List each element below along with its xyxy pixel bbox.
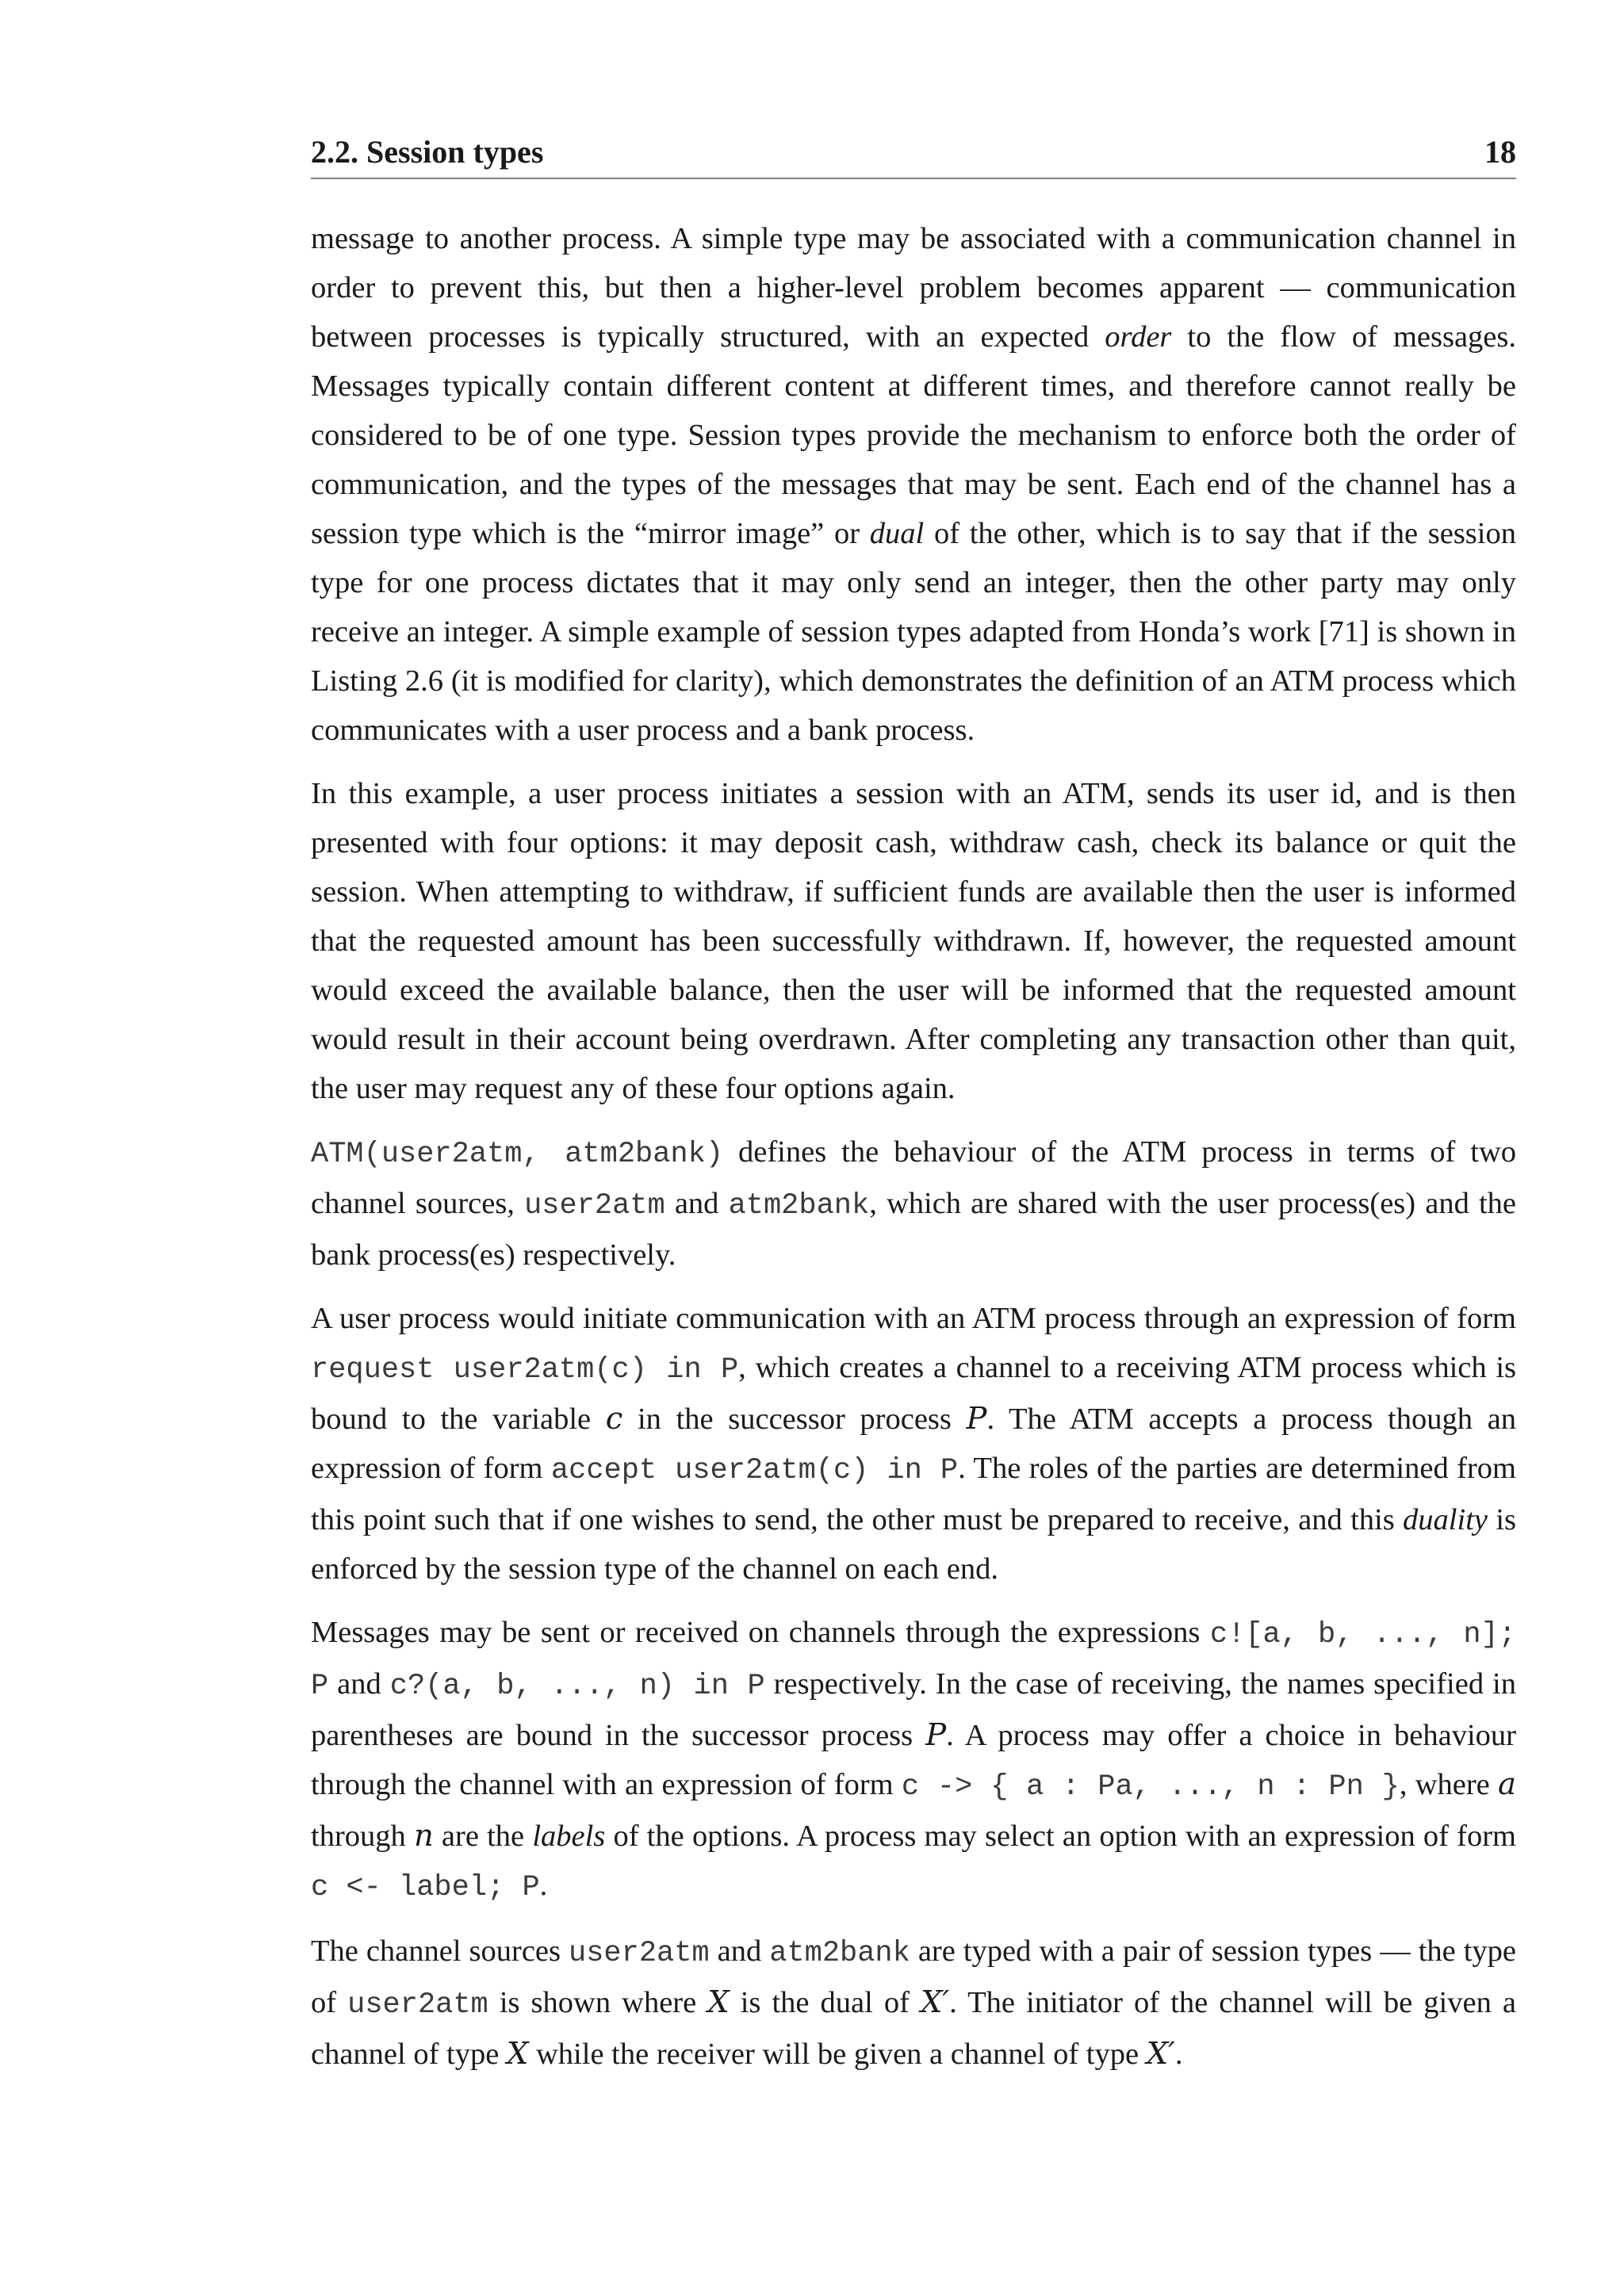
text-run: , which are shared with the user process(es) and the bank process(es) respectively. <box>311 1187 1516 1272</box>
paragraph-5 <box>311 1608 1516 1912</box>
text-run: through <box>311 1820 414 1853</box>
page-number: 18 <box>1484 134 1516 170</box>
text-run: . <box>539 1869 548 1902</box>
emphasis: dual <box>869 517 925 550</box>
inline-code: c <- label; P <box>311 1871 540 1904</box>
text-run: in the successor process <box>622 1402 967 1436</box>
math-variable: P <box>925 1717 947 1753</box>
text-run: and <box>328 1667 390 1701</box>
text-run: . The initiator of the channel will be given a channel of type <box>311 1986 1516 2071</box>
inline-code: accept user2atm(c) in P <box>550 1454 959 1487</box>
text-run: is enforced by the session type of the channel on each end. <box>311 1503 1516 1586</box>
text-run: defines the behaviour of the ATM process in terms of two channel sources, <box>311 1135 1517 1220</box>
document-page <box>311 133 1516 2093</box>
inline-code: c![a, b, ..., n]; P <box>311 1618 1516 1703</box>
math-variable: X′ <box>921 1984 950 2020</box>
inline-code: user2atm <box>524 1189 665 1223</box>
text-run: . A process may offer a choice in behaviour through the channel with an expression of form <box>311 1719 1516 1801</box>
running-header <box>311 133 1516 179</box>
paragraph-3 <box>311 1127 1516 1280</box>
inline-code: request user2atm(c) in P <box>311 1353 739 1387</box>
text-run: to the flow of messages. Messages typically contain different content at different times, and therefore cannot really be considered to be of one type. Session types provide the mechanism to enforce both the order of communication, and the types of the messages that may be sent. Each end of the channel has a session type which is the “mirror image” or <box>311 320 1516 550</box>
text-run: and <box>709 1934 770 1968</box>
inline-code: user2atm <box>569 1937 710 1970</box>
text-run: . The ATM accepts a process though an expression of form <box>311 1402 1516 1485</box>
text-run: A user process would initiate communication with an ATM process through an expression of form <box>311 1302 1516 1335</box>
inline-code: atm2bank <box>728 1189 870 1223</box>
text-run: message to another process. A simple type may be associated with a communication channel in order to prevent this, but then a higher-level problem becomes apparent — communication between processes is typically structured, with an expected <box>311 222 1516 354</box>
text-run: are typed with a pair of session types — the type of <box>311 1934 1517 2019</box>
text-run: is the dual of <box>729 1986 921 2019</box>
body-text <box>311 214 1516 2079</box>
emphasis: labels <box>532 1820 606 1853</box>
text-run: respectively. In the case of receiving, the names specified in parentheses are bound in the successor process <box>311 1667 1517 1752</box>
text-run: , where <box>1399 1768 1499 1801</box>
math-variable: a <box>1498 1766 1516 1802</box>
math-variable: n <box>413 1818 434 1854</box>
paragraph-4 <box>311 1294 1516 1594</box>
text-run: Messages may be sent or received on channels through the expressions <box>311 1616 1210 1649</box>
inline-code: c -> { a : Pa, ..., n : Pn } <box>901 1770 1400 1804</box>
inline-code: ATM(user2atm, atm2bank) <box>311 1138 724 1171</box>
inline-code: user2atm <box>347 1988 488 2022</box>
math-variable: X′ <box>1146 2036 1175 2072</box>
math-variable: P <box>966 1401 987 1437</box>
inline-code: atm2bank <box>769 1937 910 1970</box>
emphasis: duality <box>1403 1503 1488 1536</box>
paragraph-6 <box>311 1927 1516 2079</box>
math-variable: c <box>605 1401 623 1437</box>
text-run: of the options. A process may select an option with an expression of form <box>605 1820 1516 1853</box>
text-run: . <box>1174 2038 1183 2071</box>
paragraph-2: In this example, a user process initiates a session with an ATM, sends its user id, and is then presented with four options: it may deposit cash, withdraw cash, check its balance or quit the session. When attempting to withdraw, if sufficient funds are available then the user is informed that the requested amount has been successfully withdrawn. If, however, the requested amount would exceed the available balance, then the user will be informed that the requested amount would result in their account being overdrawn. After completing any transaction other than quit, the user may request any of these four options again. <box>311 777 1516 1105</box>
text-run: The channel sources <box>311 1934 569 1968</box>
text-run: . The roles of the parties are determined from this point such that if one wishes to send, the other must be prepared to receive, and this <box>311 1452 1516 1536</box>
text-run: , which creates a channel to a receiving ATM process which is bound to the variable <box>311 1351 1516 1436</box>
text-run: of the other, which is to say that if the session type for one process dictates that it may only send an integer, then the other party may only receive an integer. A simple example of session types adapted from Honda’s work [71] is shown in Listing 2.6 (it is modified for clarity), which demonstrates the definition of an ATM process which communicates with a user process and a bank process. <box>311 517 1516 747</box>
text-run: is shown where <box>488 1986 708 2019</box>
paragraph-1 <box>311 214 1516 755</box>
math-variable: X <box>506 2036 529 2072</box>
text-run: while the receiver will be given a channel of type <box>528 2038 1147 2071</box>
text-run: and <box>665 1187 729 1220</box>
emphasis: order <box>1105 320 1172 354</box>
math-variable: X <box>707 1984 730 2020</box>
text-run: are the <box>433 1820 533 1853</box>
inline-code: c?(a, b, ..., n) in P <box>389 1670 765 1703</box>
section-title: 2.2. Session types <box>311 134 544 170</box>
